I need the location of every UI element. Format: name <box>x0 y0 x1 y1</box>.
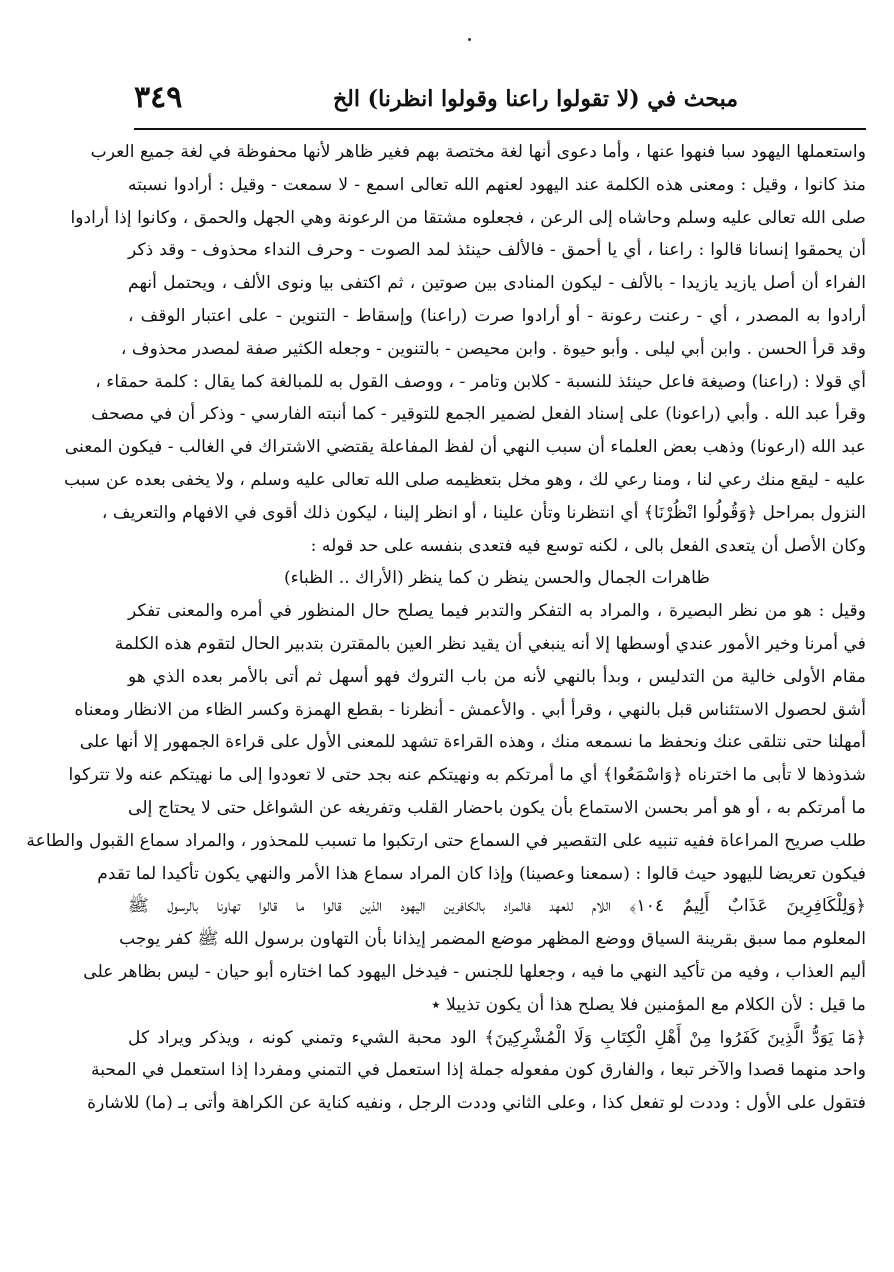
text-line: أي قولا : (راعنا) وصيغة فاعل حينئذ للنسبة - كلابن وتامر - ، ووصف القول به للمبالغة كما يقال : كلمة حمقاء ، <box>95 371 866 392</box>
page-header <box>134 80 866 124</box>
text-line: أرادوا به المصدر ، أي - رعنت رعونة - أو أرادوا صرت (راعنا) وإسقاط - التنوين - على اعتبار الوقف ، <box>128 305 866 326</box>
page-number: ٣٤٩ <box>134 80 183 115</box>
page-body <box>26 136 866 1120</box>
text-line: شذوذها لا تأبى ما اخترناه ﴿وَاسْمَعُوا﴾ أي ما أمرتكم به ونهيتكم عنه بجد حتى لا تعودوا إلى ما نهيتكم عنه ولا تتركوا <box>68 765 866 786</box>
text-line: المعلوم مما سبق بقرينة السياق ووضع المظهر موضع المضمر إيذانا بأن التهاون برسول الله ﷺ كفر يوجب <box>119 929 866 950</box>
text-line: وقرأ عبد الله . وأبي (راعونا) على إسناد الفعل لضمير الجمع للتوقير - كما أنبته الفارسي - وذكر أن في مصحف <box>91 404 866 425</box>
text-line: عليه - ليقع منك رعي لنا ، ومنا رعي لك ، وهو مخل بتعظيمه صلى الله تعالى عليه وسلم ، ولا يخفى بعده عن سبب <box>64 469 866 490</box>
header-rule <box>134 128 866 130</box>
running-title: مبحث في (لا تقولوا راعنا وقولوا انظرنا) الخ <box>332 86 738 112</box>
text-line: فتقول على الأول : وددت لو تفعل كذا ، وعلى الثاني وددت الرجل ، ونفيه كناية عن الكراهة وأتى بـ (ما) للاشارة <box>87 1093 866 1114</box>
text-line: وكان الأصل أن يتعدى الفعل بالى ، لكنه توسع فيه فتعدى بنفسه على حد قوله : <box>310 535 866 556</box>
text-line: طلب صريح المراعاة ففيه تنبيه على التقصير في السماع حتى ارتكبوا ما تسبب للمحذور ، والمراد سماع القبول والطاعة <box>26 830 866 851</box>
text-line: أليم العذاب ، وفيه من تأكيد النهي ما فيه ، وجعلها للجنس - فيدخل اليهود كما اختاره أبو حيان - ليس بظاهر على <box>83 961 866 982</box>
text-line: أمهلنا حتى نتلقى عنك ونحفظ ما نسمعه منك ، وهذه القراءة تشهد للمعنى الأول على قراءة الجمهور إلا أنها على <box>79 732 866 753</box>
text-line: ما أمرتكم به ، أو هو أمر بحسن الاستماع بأن يكون باحضار القلب وتفريغه عن الشواغل حتى لا يحتاج إلى <box>128 797 866 818</box>
text-line: ﴿مَا يَوَدُّ الَّذِينَ كَفَرُوا مِنْ أَهْلِ الْكِتَابِ وَلَا الْمُشْرِكِينَ﴾ الود محبة الشيء وتمني كونه ، ويذكر ويراد كل <box>128 1027 866 1048</box>
text-line: وقيل : هو من نظر البصيرة ، والمراد به التفكر والتدبر فيما يصلح حال المنظور في أمره والمعنى تفكر <box>128 601 866 622</box>
text-line: أن يحمقوا إنسانا قالوا : راعنا ، أي يا أحمق - فالألف حينئذ لمد الصوت - وحرف النداء محذوف - وقد ذكر <box>128 240 866 261</box>
text-line: الفراء أن أصل يازيد يازيدا - بالألف - ليكون المنادى بين صوتين ، ثم اكتفى بيا ونوى الألف ، ويحتمل أنهم <box>128 273 866 294</box>
text-line: في أمرنا وخير الأمور عندي أوسطها إلا أنه ينبغي أن يقيد نظر العين بالمقترن بتدبير الحال لتقوم هذه الكلمة <box>114 633 866 654</box>
text-line: النزول بمراحل ﴿وَقُولُوا انْظُرْنَا﴾ أي انتظرنا وتأن علينا ، أو انظر إلينا ، ليكون ذلك أقوى في الافهام والتعريف ، <box>101 502 866 523</box>
text-line: صلى الله تعالى عليه وسلم وحاشاه إلى الرعن ، فجعلوه مشتقا من الرعونة وهي الجهل والحمق ، وكانوا إذا أرادوا <box>70 207 866 228</box>
text-line: واستعملها اليهود سبا فنهوا عنها ، وأما دعوى أنها لغة مختصة بهم فغير ظاهر لأنها محفوظة في لغة جميع العرب <box>90 142 866 162</box>
text-line: عبد الله (ارعونا) وذهب بعض العلماء أن سبب النهي أن لفظ المفاعلة يقتضي الاشتراك في الغالب - فيكون المعنى <box>64 437 866 458</box>
text-line: فيكون تعريضا لليهود حيث قالوا : (سمعنا وعصينا) وإذا كان المراد سماع هذا الأمر والنهي يكون تأكيدا لما تقدم <box>97 863 866 884</box>
text-line: منذ كانوا ، وقيل : ومعنى هذه الكلمة عند اليهود لعنهم الله تعالى اسمع - لا سمعت - وقيل : أرادوا نسبته <box>128 174 866 195</box>
text-line: واحد منهما قصدا والآخر تبعا ، والفارق كون مفعوله جملة إذا استعمل في التمني ومفردا إذا استعمل في المحبة <box>91 1060 866 1081</box>
text-line: مقام الأولى خالية من التدليس ، وبدأ بالنهي لأنه من باب التروك فهو أسهل ثم أتى بالأمر بعده الذي هو <box>128 666 866 687</box>
poetry-verse: ظاهرات الجمال والحسن ينظر ن كما ينظر (الأراك .. الظباء) <box>283 568 711 589</box>
scan-speck <box>468 38 471 41</box>
text-line: وقد قرأ الحسن . وابن أبي ليلى . وأبو حيوة . وابن محيصن - بالتنوين - وجعله الكثير صفة لمصدر محذوف ، <box>120 338 866 359</box>
text-line: ﴿وَلِلْكَافِرِينَ عَذَابٌ أَلِيمٌ ١٠٤﴾ اللام للعهد فالمراد بالكافرين اليهود الذين قالوا ما قالوا تهاونا بالرسول ﷺ <box>128 896 866 917</box>
text-line: ما قيل : لأن الكلام مع المؤمنين فلا يصلح هذا أن يكون تذييلا ٭ <box>431 994 866 1015</box>
text-line: أشق لحصول الاستئناس قبل بالنهي ، وقرأ أبي . والأعمش - أنظرنا - بقطع الهمزة وكسر الظاء من الانظار ومعناه <box>74 699 866 720</box>
